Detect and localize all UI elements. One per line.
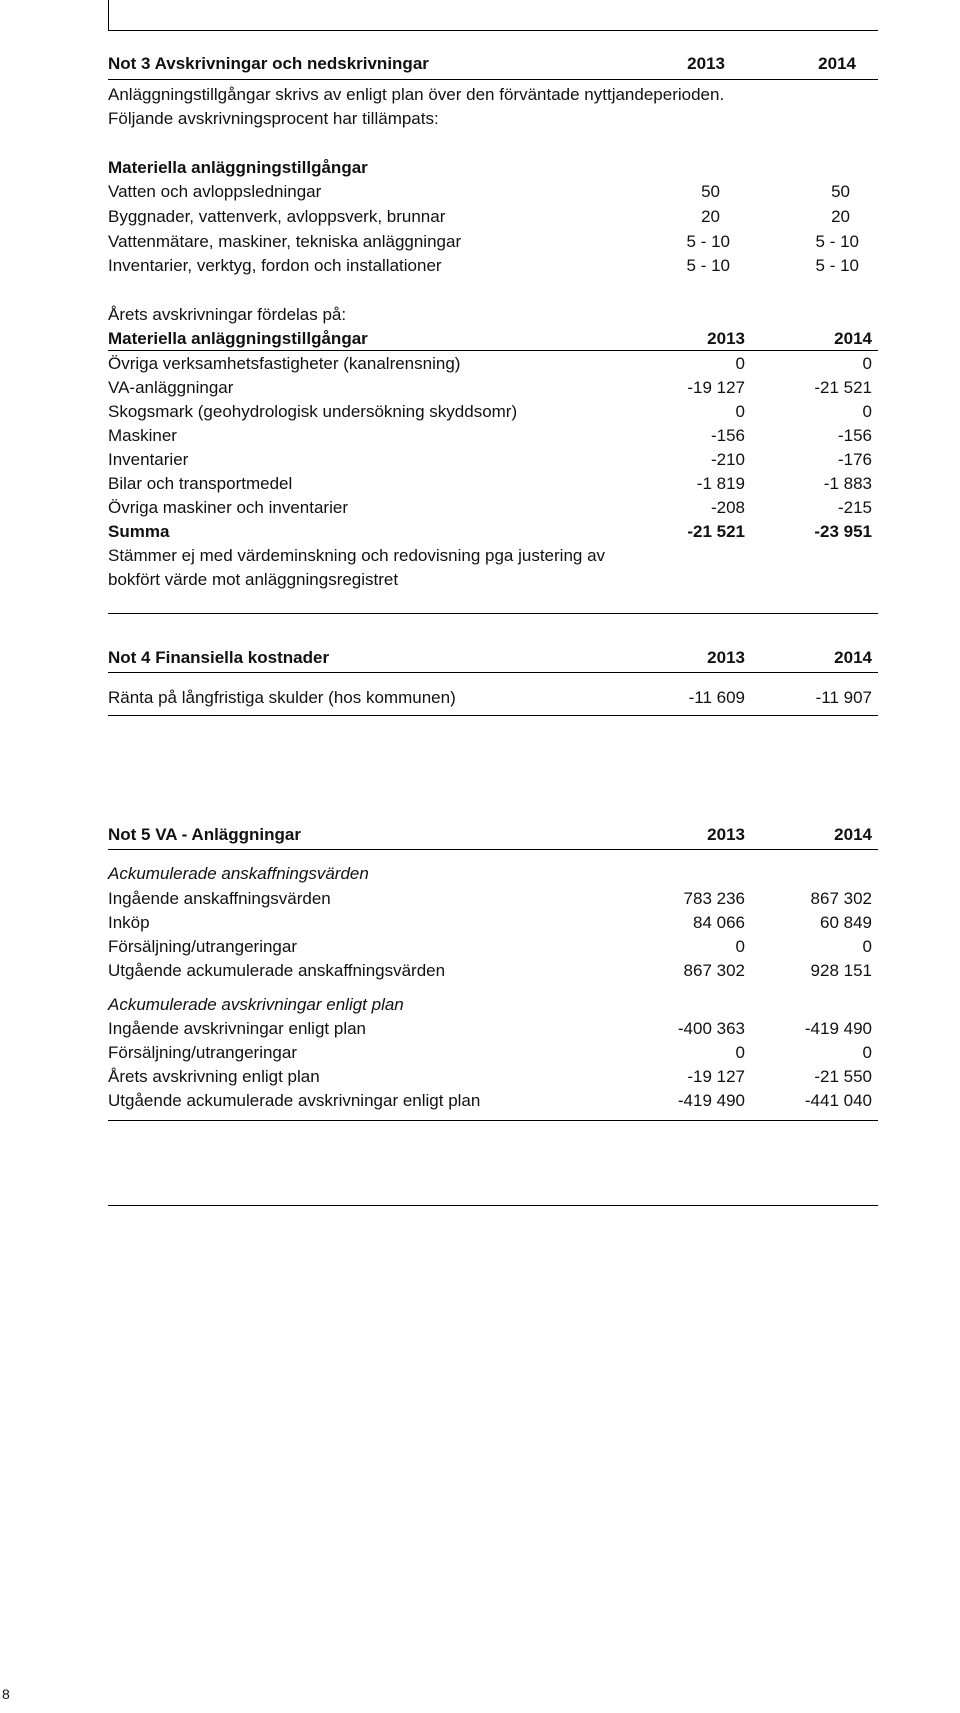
note4-title-rule <box>108 672 878 673</box>
dist-2013: 0 <box>735 402 745 421</box>
note3-year-2013: 2013 <box>687 54 725 73</box>
page-number: 8 <box>2 1686 10 1702</box>
sum-label: Summa <box>108 522 170 541</box>
acq-2013: 0 <box>735 937 745 956</box>
bottom-rule <box>108 1205 878 1206</box>
distribution-header-2013: 2013 <box>707 329 745 348</box>
dep-label: Utgående ackumulerade avskrivningar enligt plan <box>108 1091 481 1110</box>
rate-2013: 5 - 10 <box>686 232 730 251</box>
acq-label: Inköp <box>108 913 150 932</box>
distribution-header-label: Materiella anläggningstillgångar <box>108 329 368 348</box>
dep-2014: -419 490 <box>804 1019 872 1038</box>
sum-2013: -21 521 <box>687 522 745 541</box>
rate-label: Inventarier, verktyg, fordon och installationer <box>108 256 442 275</box>
acq-2013: 84 066 <box>693 913 745 932</box>
note4-row-label: Ränta på långfristiga skulder (hos kommunen) <box>108 688 456 707</box>
note4-year-2014: 2014 <box>834 648 872 667</box>
acq-2014: 867 302 <box>810 889 872 908</box>
dep-2014: 0 <box>862 1043 872 1062</box>
dist-label: Bilar och transportmedel <box>108 474 293 493</box>
dist-2013: -210 <box>710 450 745 469</box>
note3-title: Not 3 Avskrivningar och nedskrivningar <box>108 54 429 73</box>
section-title-acquisition: Ackumulerade anskaffningsvärden <box>108 864 369 883</box>
dist-2014: -156 <box>837 426 872 445</box>
dep-label: Årets avskrivning enligt plan <box>108 1067 320 1086</box>
acq-label: Ingående anskaffningsvärden <box>108 889 331 908</box>
dist-2013: -1 819 <box>696 474 745 493</box>
acq-2013: 783 236 <box>683 889 745 908</box>
note5-year-2013: 2013 <box>707 825 745 844</box>
top-left-rule <box>108 0 109 30</box>
dist-2013: -208 <box>710 498 745 517</box>
acq-label: Försäljning/utrangeringar <box>108 937 297 956</box>
dep-2014: -21 550 <box>814 1067 872 1086</box>
note4-title: Not 4 Finansiella kostnader <box>108 648 330 667</box>
acq-2013: 867 302 <box>683 961 745 980</box>
note4-year-2013: 2013 <box>707 648 745 667</box>
note3-intro-1: Anläggningstillgångar skrivs av enligt plan över den förväntade nyttjandeperioden. <box>108 85 725 104</box>
acq-2014: 60 849 <box>820 913 872 932</box>
dist-2014: -21 521 <box>814 378 872 397</box>
dist-label: Övriga verksamhetsfastigheter (kanalrensning) <box>108 354 461 373</box>
note3-group-title: Materiella anläggningstillgångar <box>108 158 368 177</box>
note5-year-2014: 2014 <box>834 825 872 844</box>
dep-2014: -441 040 <box>804 1091 872 1110</box>
acq-2014: 928 151 <box>810 961 872 980</box>
dist-2013: -156 <box>710 426 745 445</box>
note4-row-2013: -11 609 <box>688 688 745 707</box>
dist-label: Maskiner <box>108 426 177 445</box>
top-rule <box>108 30 878 31</box>
footnote-line-2: bokfört värde mot anläggningsregistret <box>108 570 399 589</box>
distribution-header-2014: 2014 <box>834 329 872 348</box>
dep-2013: -400 363 <box>677 1019 745 1038</box>
note3-title-rule <box>108 79 878 80</box>
rate-2014: 5 - 10 <box>815 232 859 251</box>
rate-2014: 50 <box>831 182 850 201</box>
note3-intro-2: Följande avskrivningsprocent har tillämpats: <box>108 109 439 128</box>
dist-2014: 0 <box>862 402 872 421</box>
distribution-header-rule <box>108 350 878 351</box>
dep-label: Ingående avskrivningar enligt plan <box>108 1019 367 1038</box>
note3-year-2014: 2014 <box>818 54 856 73</box>
dist-2014: 0 <box>862 354 872 373</box>
rate-2013: 50 <box>701 182 720 201</box>
distribution-intro: Årets avskrivningar fördelas på: <box>108 305 347 324</box>
dist-2013: 0 <box>735 354 745 373</box>
dist-label: VA-anläggningar <box>108 378 234 397</box>
acq-2014: 0 <box>862 937 872 956</box>
section-title-depreciation: Ackumulerade avskrivningar enligt plan <box>108 995 404 1014</box>
note4-row-2014: -11 907 <box>815 688 872 707</box>
sum-2014: -23 951 <box>814 522 872 541</box>
dep-2013: -19 127 <box>687 1067 745 1086</box>
footnote-line-1: Stämmer ej med värdeminskning och redovisning pga justering av <box>108 546 606 565</box>
rate-2014: 5 - 10 <box>815 256 859 275</box>
rate-2014: 20 <box>831 207 850 226</box>
dist-2014: -176 <box>837 450 872 469</box>
note4-end-rule <box>108 715 878 716</box>
rate-label: Vatten och avloppsledningar <box>108 182 322 201</box>
note5-title: Not 5 VA - Anläggningar <box>108 825 301 844</box>
rate-label: Byggnader, vattenverk, avloppsverk, brunnar <box>108 207 446 226</box>
dist-label: Övriga maskiner och inventarier <box>108 498 348 517</box>
dep-2013: -419 490 <box>677 1091 745 1110</box>
note5-title-rule <box>108 849 878 850</box>
rate-2013: 20 <box>701 207 720 226</box>
acq-label: Utgående ackumulerade anskaffningsvärden <box>108 961 446 980</box>
note5-end-rule <box>108 1120 878 1121</box>
dist-2014: -1 883 <box>823 474 872 493</box>
dist-2013: -19 127 <box>687 378 745 397</box>
dep-label: Försäljning/utrangeringar <box>108 1043 297 1062</box>
dist-label: Skogsmark (geohydrologisk undersökning skyddsomr) <box>108 402 518 421</box>
dep-2013: 0 <box>735 1043 745 1062</box>
note3-end-rule <box>108 613 878 614</box>
rate-2013: 5 - 10 <box>686 256 730 275</box>
dist-2014: -215 <box>837 498 872 517</box>
dist-label: Inventarier <box>108 450 189 469</box>
rate-label: Vattenmätare, maskiner, tekniska anläggningar <box>108 232 462 251</box>
